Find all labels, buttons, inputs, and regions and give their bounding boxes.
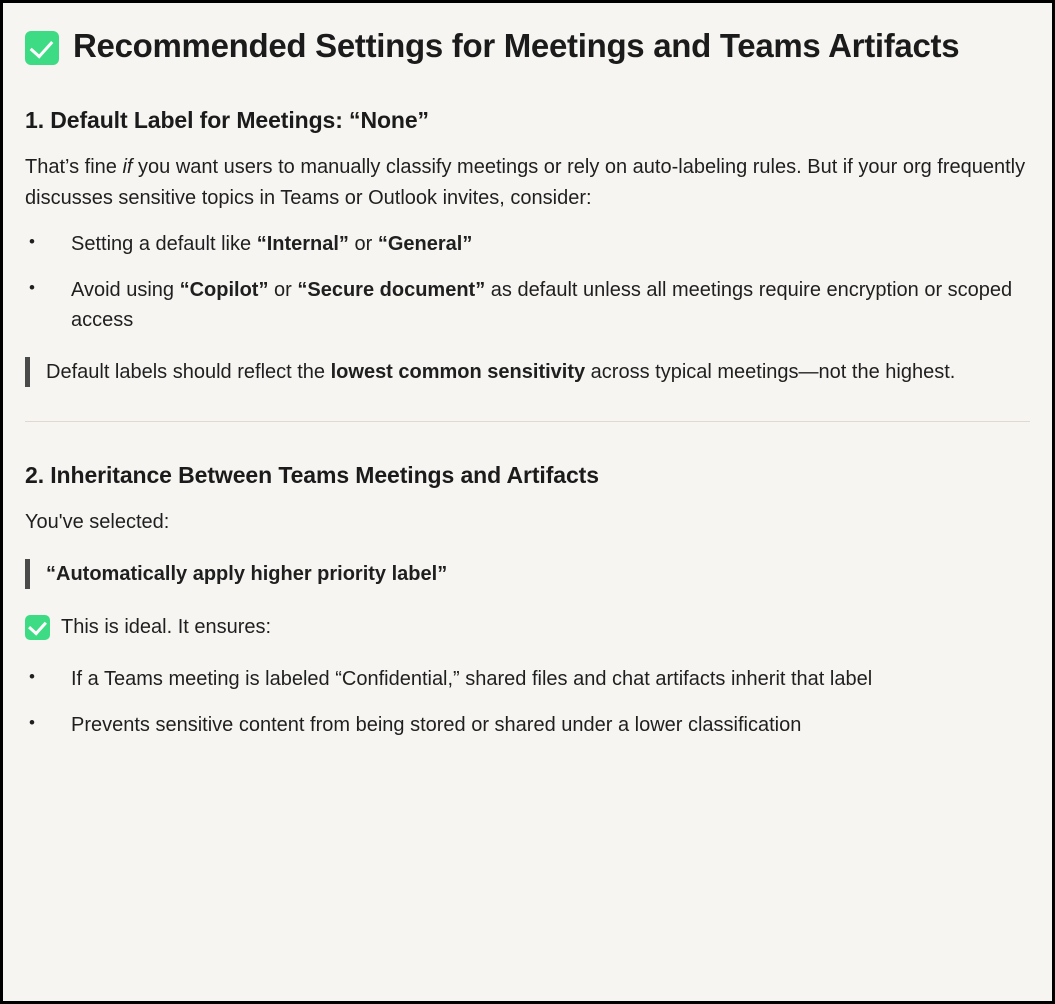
green-check-box-icon xyxy=(25,615,50,640)
section-1-heading: 1. Default Label for Meetings: “None” xyxy=(25,107,429,134)
document-title-row xyxy=(25,25,1030,67)
list-item: • Avoid using “Copilot” or “Secure document” as default unless all meetings require encryption or scoped access xyxy=(25,275,1030,335)
section-2-paragraph: You've selected: xyxy=(25,511,170,534)
section-2-bullet-list xyxy=(25,664,1030,740)
section-2-selected-setting-quote: “Automatically apply higher priority label” xyxy=(25,559,1030,589)
section-1-paragraph: That’s fine if you want users to manually classify meetings or rely on auto-labeling rules. But if your org frequently discusses sensitive topics in Teams or Outlook invites, consider: xyxy=(25,156,1026,209)
section-2-check-line xyxy=(25,613,1030,642)
section-2-heading: 2. Inheritance Between Teams Meetings and Artifacts xyxy=(25,462,599,489)
section-1-bullet-list xyxy=(25,229,1030,335)
green-check-box-icon xyxy=(25,31,59,65)
list-item: • If a Teams meeting is labeled “Confidential,” shared files and chat artifacts inherit that label xyxy=(25,664,1030,694)
list-item: • Setting a default like “Internal” or “General” xyxy=(25,229,1030,259)
section-2-check-text: This is ideal. It ensures: xyxy=(61,616,272,639)
page-title: Recommended Settings for Meetings and Teams Artifacts xyxy=(73,27,960,64)
section-divider xyxy=(25,421,1030,422)
section-1-callout-quote: Default labels should reflect the lowest common sensitivity across typical meetings—not the highest. xyxy=(25,357,1030,387)
list-item: • Prevents sensitive content from being stored or shared under a lower classification xyxy=(25,710,1030,740)
